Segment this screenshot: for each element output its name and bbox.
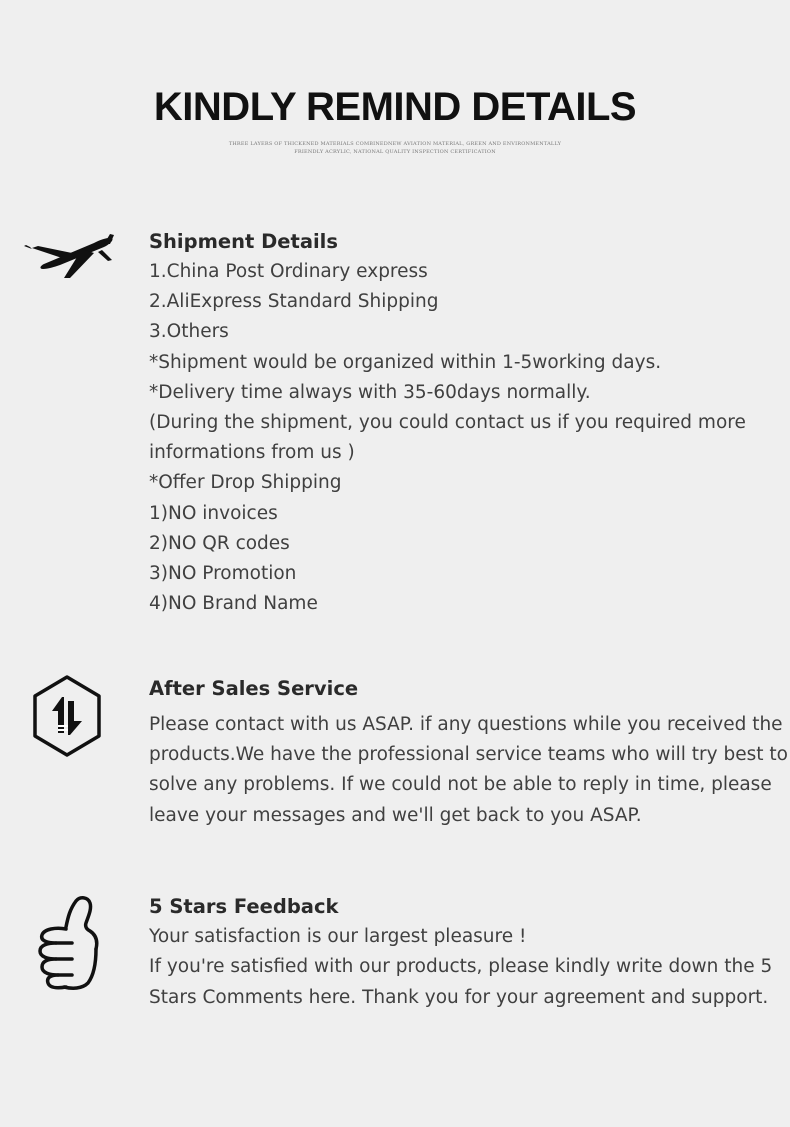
shipment-section bbox=[149, 227, 769, 619]
shipment-line: 3)NO Promotion bbox=[149, 563, 297, 585]
shipment-heading: Shipment Details bbox=[149, 230, 338, 253]
shipment-line: *Delivery time always with 35-60days normally. bbox=[149, 381, 591, 403]
airplane-icon bbox=[24, 234, 116, 282]
feedback-section bbox=[149, 892, 773, 1013]
shipment-line: 1.China Post Ordinary express bbox=[149, 261, 428, 282]
shipment-line: 2)NO QR codes bbox=[149, 532, 290, 554]
shipment-line: informations from us ) bbox=[149, 442, 355, 464]
shipment-line: *Shipment would be organized within 1-5working days. bbox=[149, 351, 662, 373]
after-sales-line: leave your messages and we'll get back to you ASAP. bbox=[149, 804, 642, 826]
after-sales-text bbox=[149, 710, 788, 831]
exchange-arrows-icon bbox=[32, 675, 102, 757]
shipment-line: 2.AliExpress Standard Shipping bbox=[149, 291, 439, 313]
after-sales-line: products.We have the professional service teams who will try best to bbox=[149, 744, 788, 766]
page-title: KINDLY REMIND DETAILS bbox=[153, 85, 637, 129]
shipment-line: *Offer Drop Shipping bbox=[149, 472, 342, 494]
after-sales-section bbox=[149, 674, 788, 831]
shipment-line: 4)NO Brand Name bbox=[149, 593, 318, 615]
feedback-heading: 5 Stars Feedback bbox=[149, 895, 339, 918]
feedback-line: Stars Comments here. Thank you for your agreement and support. bbox=[149, 986, 769, 1008]
shipment-line: 1)NO invoices bbox=[149, 502, 278, 524]
feedback-line: If you're satisfied with our products, please kindly write down the 5 bbox=[149, 956, 773, 978]
page-subtitle bbox=[195, 140, 595, 156]
after-sales-line: Please contact with us ASAP. if any questions while you received the bbox=[149, 714, 783, 735]
after-sales-line: solve any problems. If we could not be able to reply in time, please bbox=[149, 774, 772, 796]
subtitle-line: FRIENDLY ACRYLIC, NATIONAL QUALITY INSPECTION CERTIFICATION bbox=[294, 149, 496, 155]
thumbs-up-icon bbox=[36, 893, 100, 991]
feedback-line: Your satisfaction is our largest pleasure ! bbox=[149, 926, 527, 947]
subtitle-line: THREE LAYERS OF THICKENED MATERIALS COMBINEDNEW AVIATION MATERIAL, GREEN AND ENVIRONMENTALLY bbox=[228, 141, 562, 147]
shipment-line: 3.Others bbox=[149, 321, 229, 343]
shipment-line: (During the shipment, you could contact us if you required more bbox=[149, 412, 746, 434]
after-sales-heading: After Sales Service bbox=[149, 677, 359, 700]
